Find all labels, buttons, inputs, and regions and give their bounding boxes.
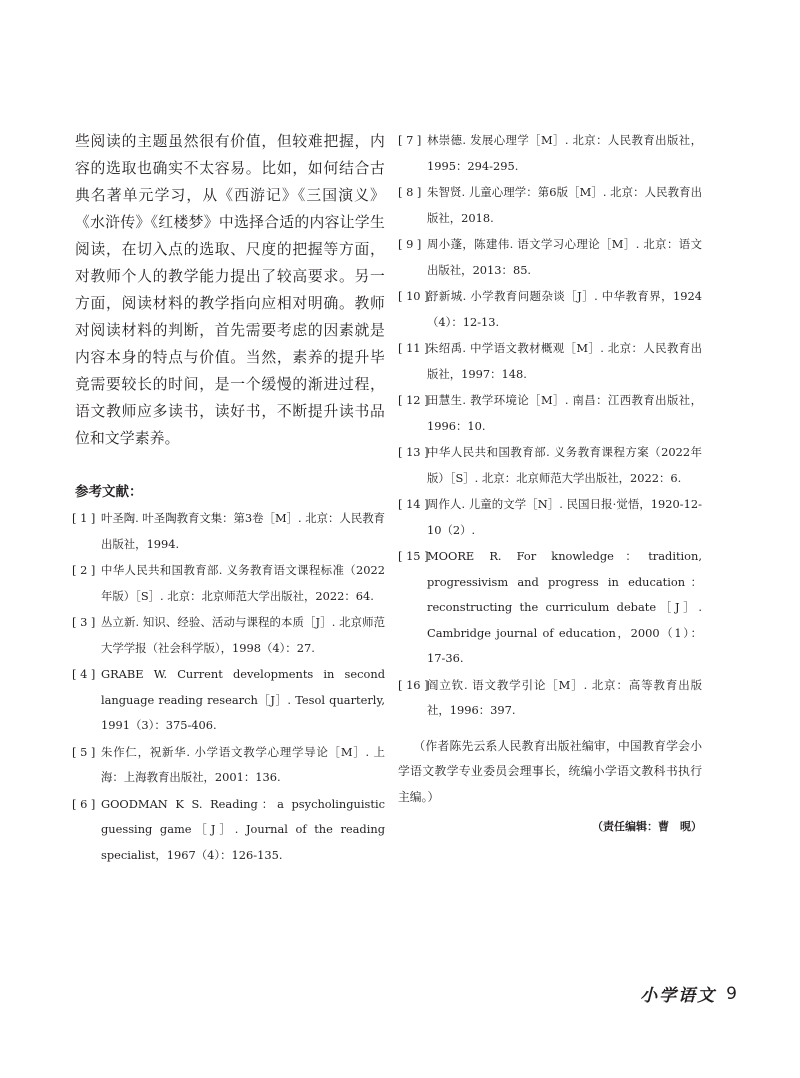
reference-text: 朱智贤. 儿童心理学：第6版［M］. 北京：人民教育出版社，2018. [427,185,702,225]
reference-number: [ 13 ] [398,445,429,459]
reference-text: 叶圣陶. 叶圣陶教育文集：第3卷［M］. 北京：人民教育出版社，1994. [101,511,385,551]
reference-number: [ 6 ] [72,796,96,811]
author-note: （作者陈先云系人民教育出版社编审，中国教育学会小学语文教学专业委员会理事长，统编小学语文教科书执行主编。） [398,738,702,804]
reference-number: [ 16 ] [398,677,429,692]
reference-number: [ 11 ] [398,341,429,355]
reference-text: 朱作仁，祝新华. 小学语文教学心理学导论［M］. 上海：上海教育出版社，2001：136. [101,744,385,784]
reference-number: [ 8 ] [398,185,422,199]
journal-name: 小学语文 [640,986,717,1006]
reference-item [398,180,702,231]
reference-text: 丛立新. 知识、经验、活动与课程的本质［J］. 北京师范大学学报（社会科学版），1998（4）：27. [101,615,385,655]
reference-number: [ 5 ] [72,744,96,759]
reference-text: 周作人. 儿童的文学［N］. 民国日报·觉悟，1920-12-10（2）. [427,497,702,537]
reference-number: [ 12 ] [398,393,429,407]
reference-number: [ 3 ] [72,615,96,629]
reference-item [72,610,385,661]
reference-text: 周小蓬，陈建伟. 语文学习心理论［M］. 北京：语文出版社，2013：85. [427,237,702,277]
reference-text: 舒新城. 小学教育问题杂谈［J］. 中华教育界，1924（4）：12-13. [427,289,702,329]
page-footer [640,981,737,1006]
reference-text: GRABE W. Current developments in second language reading research［J］. Tesol quarterly, 1991（3）：375-406. [101,667,385,732]
reference-text: 田慧生. 教学环境论［M］. 南昌：江西教育出版社，1996：10. [427,393,702,433]
reference-number: [ 15 ] [398,549,429,563]
reference-number: [ 4 ] [72,667,96,681]
reference-item [72,558,385,609]
reference-text: 阎立钦. 语文教学引论［M］. 北京：高等教育出版社，1996：397. [427,677,702,717]
reference-item [72,740,385,791]
reference-number: [ 14 ] [398,497,429,511]
reference-item [398,284,702,335]
page-number: 9 [726,983,737,1004]
reference-number: [ 2 ] [72,563,96,577]
reference-number: [ 9 ] [398,237,422,251]
references-heading: 参考文献： [75,484,143,500]
reference-item [398,492,702,543]
right-column [398,128,702,838]
reference-item [398,128,702,179]
references-list-left [72,506,385,868]
reference-item [398,440,702,491]
reference-number: [ 1 ] [72,511,96,525]
reference-number: [ 10 ] [398,289,429,303]
references-list-right [398,128,702,724]
reference-text: 中华人民共和国教育部. 义务教育语文课程标准（2022年版）［S］. 北京：北京师范大学出版社，2022：64. [101,563,385,603]
reference-item [72,506,385,557]
reference-item [72,792,385,869]
reference-text: 林崇德. 发展心理学［M］. 北京：人民教育出版社，1995：294-295. [427,133,702,173]
editor-line: （责任编辑：曹 晛） [592,820,702,833]
reference-item [398,388,702,439]
body-paragraph: 些阅读的主题虽然很有价值，但较难把握，内容的选取也确实不太容易。比如，如何结合古典名著单元学习，从《西游记》《三国演义》《水浒传》《红楼梦》中选择合适的内容让学生阅读，在切入点的选取、尺度的把握等方面，对教师个人的教学能力提出了较高要求。另一方面，阅读材料的教学指向应相对明确。教师对阅读材料的判断，首先需要考虑的因素就是内容本身的特点与价值。当然，素养的提升毕竟需要较长的时间，是一个缓慢的渐进过程，语文教师应多读书，读好书，不断提升读书品位和文学素养。 [75,133,385,447]
reference-text: GOODMAN K S. Reading：a psycholinguistic guessing game［J］. Journal of the reading specialist，1967（4）：126-135. [101,796,385,862]
reference-item [72,662,385,739]
reference-item [398,336,702,387]
reference-text: 朱绍禹. 中学语文教材概观［M］. 北京：人民教育出版社，1997：148. [427,341,702,381]
left-column [72,128,385,869]
reference-item [398,544,702,672]
reference-text: MOORE R. For knowledge：tradition, progressivism and progress in education：reconstructing the curriculum debate［J］. Cambridge journal of education，2000（1）：17-36. [427,549,702,665]
reference-item [398,232,702,283]
reference-number: [ 7 ] [398,133,422,147]
reference-text: 中华人民共和国教育部. 义务教育课程方案（2022年版）［S］. 北京：北京师范大学出版社，2022：6. [427,445,702,485]
reference-item [398,673,702,724]
